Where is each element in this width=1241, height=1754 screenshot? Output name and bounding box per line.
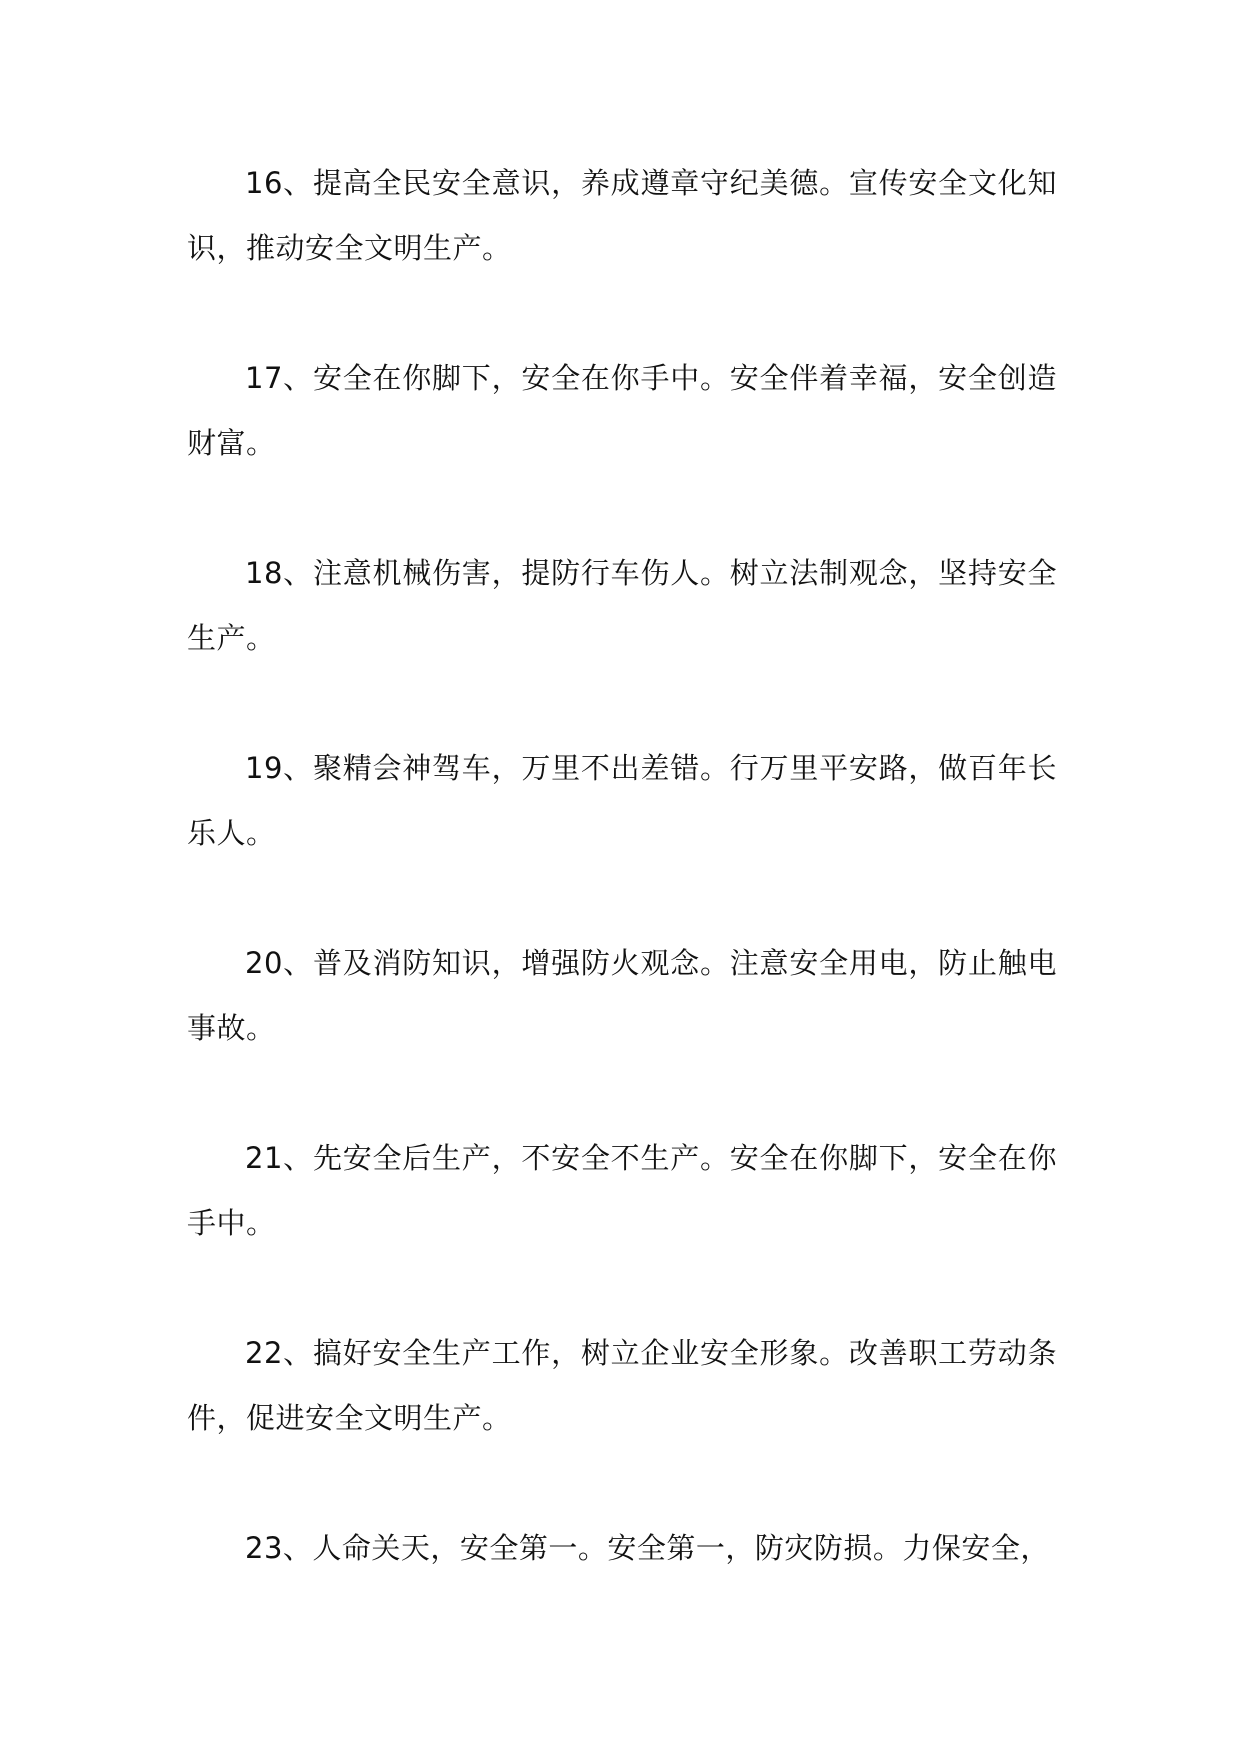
paragraph-17: 17、安全在你脚下，安全在你手中。安全伴着幸福，安全创造财富。	[187, 361, 1057, 460]
paragraph-21: 21、先安全后生产，不安全不生产。安全在你脚下，安全在你手中。	[187, 1141, 1057, 1240]
paragraph-18: 18、注意机械伤害，提防行车伤人。树立法制观念，坚持安全生产。	[187, 556, 1057, 655]
paragraph-16: 16、提高全民安全意识，养成遵章守纪美德。宣传安全文化知识，推动安全文明生产。	[187, 166, 1057, 265]
paragraph-19: 19、聚精会神驾车，万里不出差错。行万里平安路，做百年长乐人。	[187, 751, 1057, 850]
paragraph-20: 20、普及消防知识，增强防火观念。注意安全用电，防止触电事故。	[187, 946, 1057, 1045]
paragraph-22: 22、搞好安全生产工作，树立企业安全形象。改善职工劳动条件，促进安全文明生产。	[187, 1336, 1057, 1435]
paragraph-23: 23、人命关天，安全第一。安全第一，防灾防损。力保安全，	[245, 1531, 1050, 1565]
